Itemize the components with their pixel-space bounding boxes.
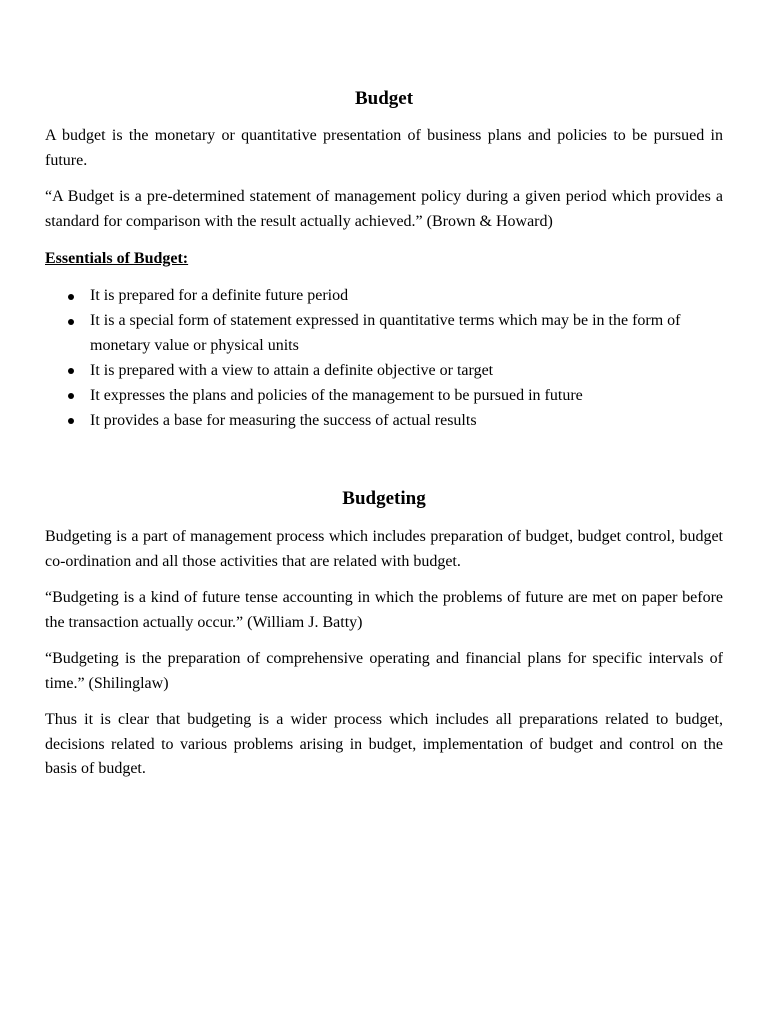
budgeting-quote-batty: “Budgeting is a kind of future tense accounting in which the problems of future are met on paper before the transaction actually occur.” (William J. Batty) [45, 589, 723, 631]
list-item-text: It is prepared for a definite future period [90, 287, 349, 304]
document-page [45, 0, 723, 782]
budgeting-heading: Budgeting [342, 488, 426, 509]
bullet-icon [68, 319, 74, 325]
list-item-text: It is prepared with a view to attain a definite objective or target [90, 361, 494, 379]
list-item [45, 384, 723, 409]
list-item [45, 309, 723, 358]
bullet-icon [68, 393, 74, 399]
budget-heading: Budget [354, 88, 414, 109]
budget-quote: “A Budget is a pre-determined statement of management policy during a given period which provides a standard for comparison with the result actually achieved.” (Brown & Howard) [45, 188, 723, 230]
essentials-list [45, 284, 723, 433]
budget-definition: A budget is the monetary or quantitative presentation of business plans and policies to be pursued in future. [45, 127, 723, 169]
budgeting-quote-shilinglaw: “Budgeting is the preparation of comprehensive operating and financial plans for specific intervals of time.” (Shilinglaw) [45, 650, 723, 692]
list-item-text: It expresses the plans and policies of the management to be pursued in future [90, 386, 583, 404]
list-item [45, 409, 723, 434]
budgeting-conclusion: Thus it is clear that budgeting is a wider process which includes all preparations related to budget, decisions related to various problems arising in budget, implementation of budget and control on the basis of budget. [45, 711, 723, 777]
budgeting-definition: Budgeting is a part of management process which includes preparation of budget, budget control, budget co-ordination and all those activities that are related with budget. [45, 528, 723, 570]
essentials-heading: Essentials of Budget: [45, 250, 189, 267]
list-item [45, 359, 723, 384]
list-item-text: It provides a base for measuring the success of actual results [90, 411, 477, 429]
list-item-text: It is a special form of statement expressed in quantitative terms which may be in the form of monetary value or physical units [90, 312, 681, 354]
bullet-icon [68, 368, 74, 374]
list-item [45, 284, 723, 309]
bullet-icon [68, 418, 74, 424]
bullet-icon [68, 294, 74, 300]
